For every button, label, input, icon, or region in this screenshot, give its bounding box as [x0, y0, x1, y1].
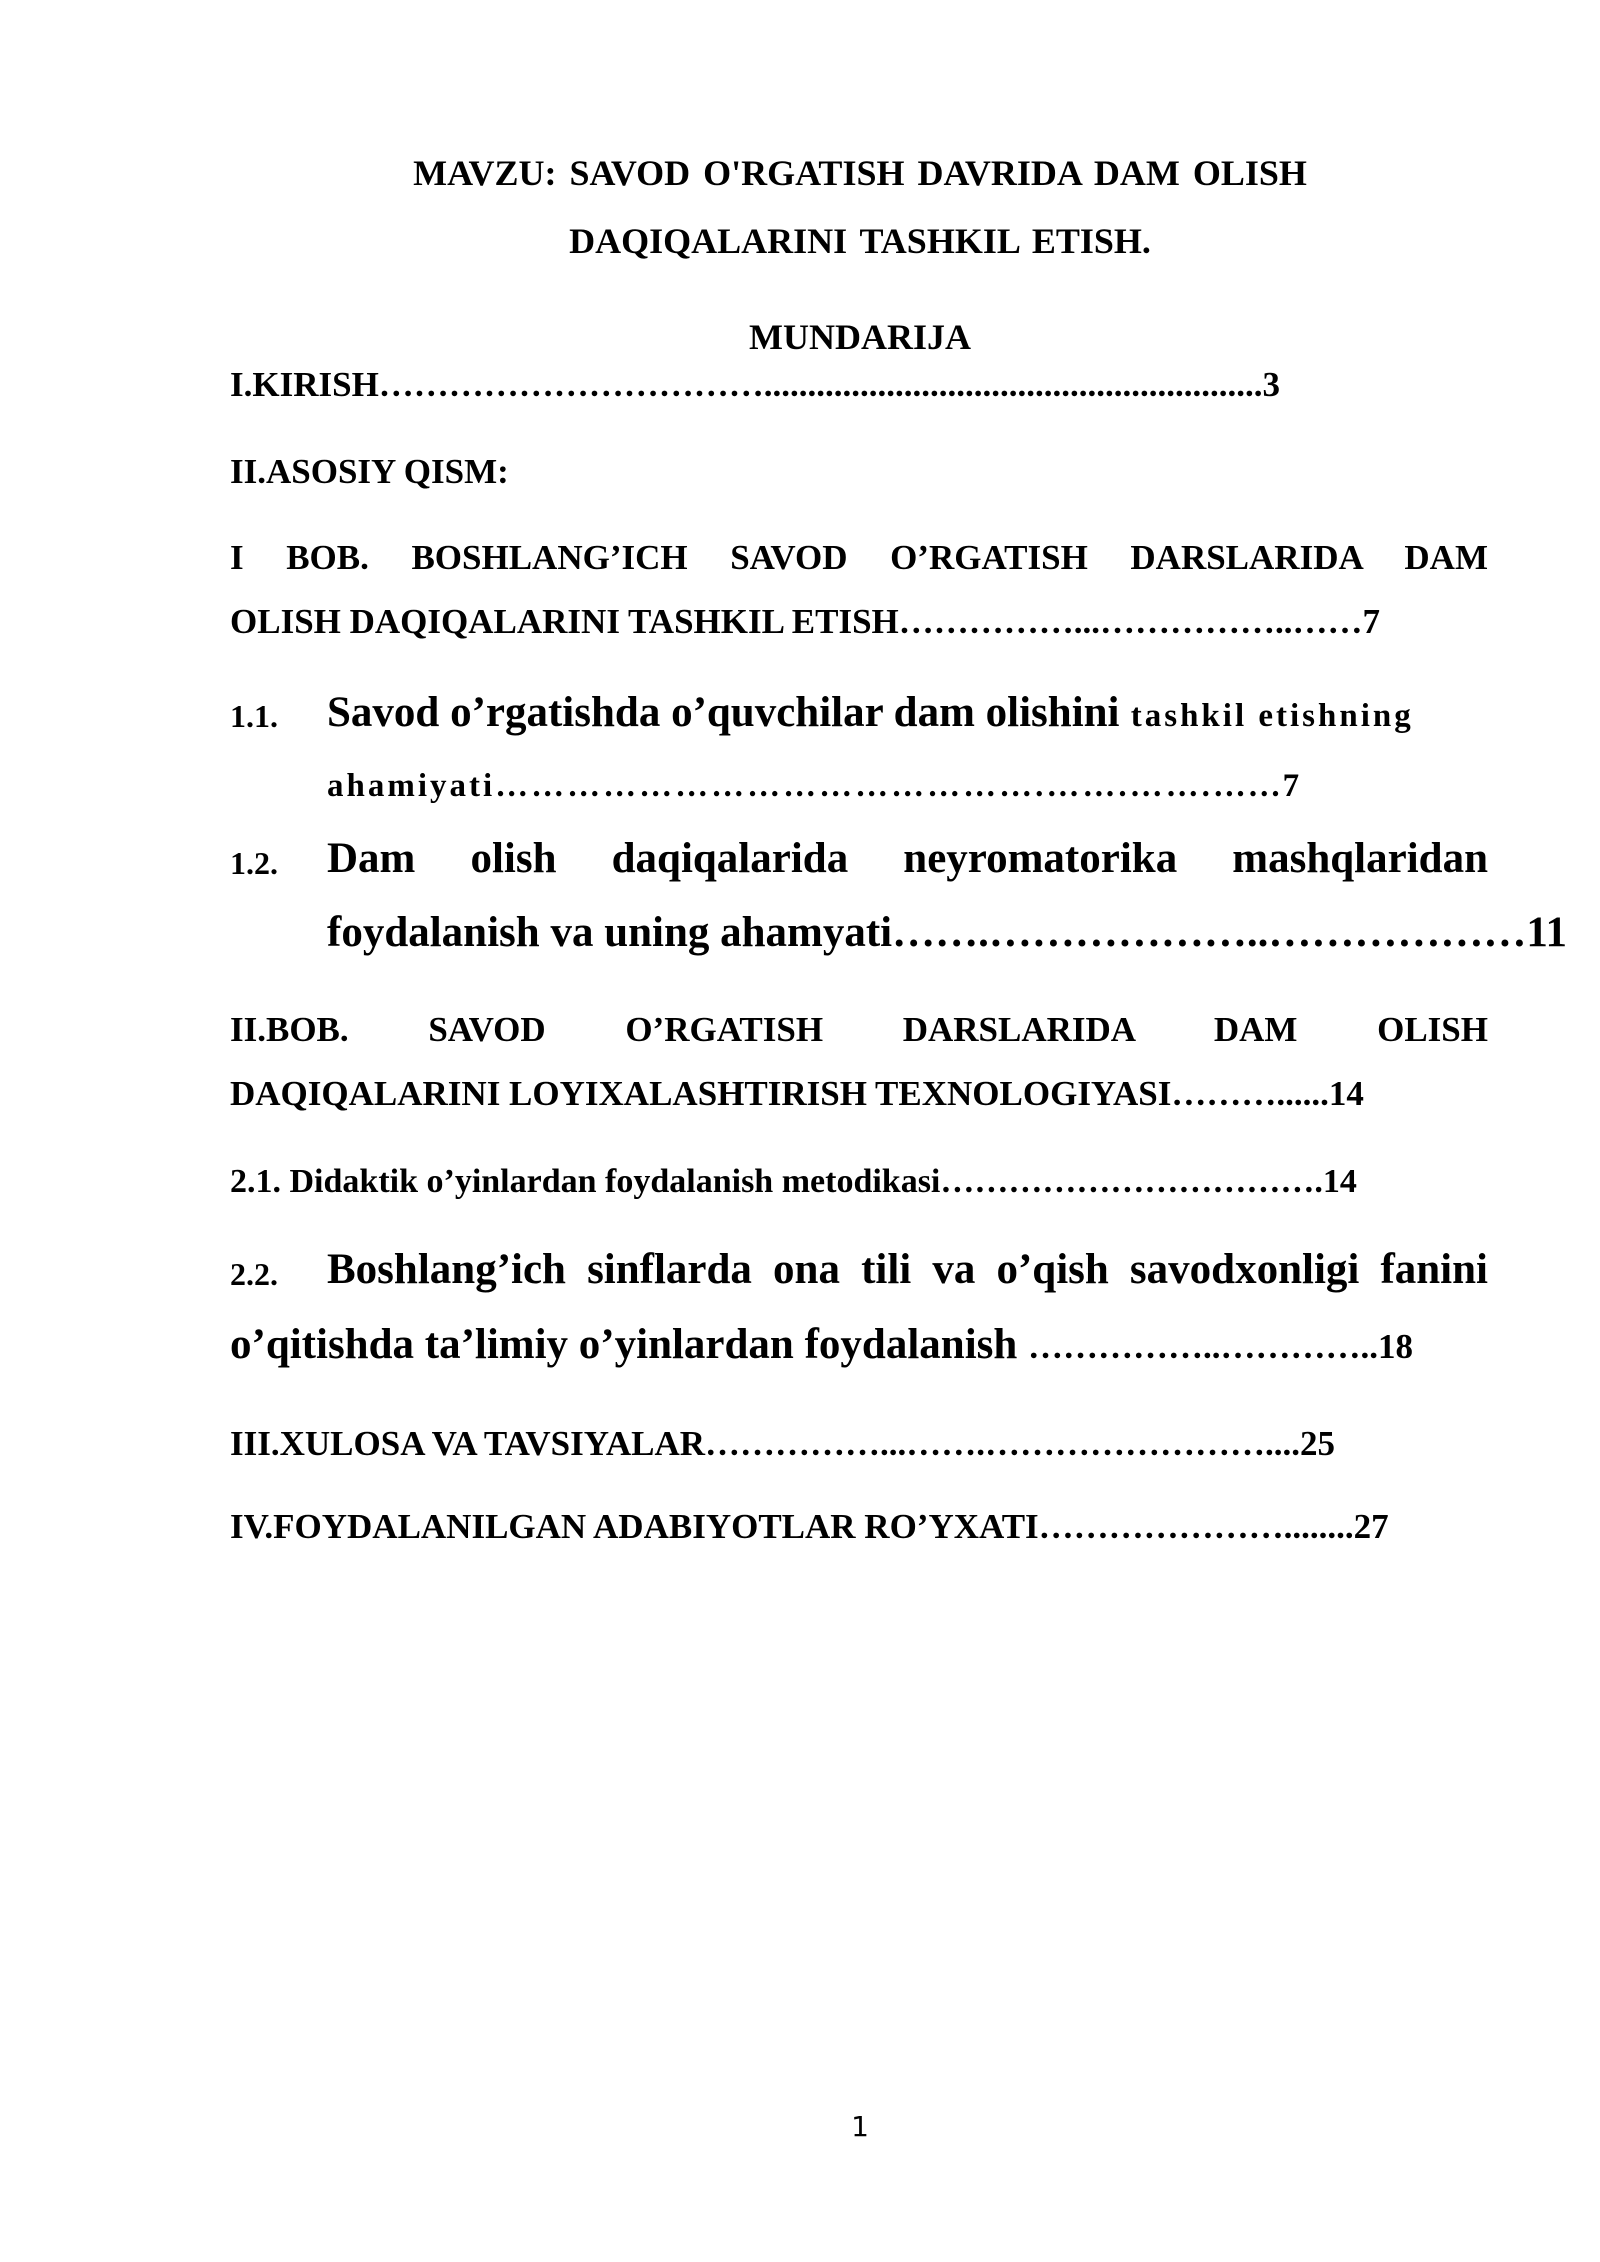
- toc-entry-section-1-1-title-cont: tashkil etishning: [1119, 698, 1414, 734]
- toc-entry-section-1-2-line2: foydalanish va uning ahamyati…….………………..………………11: [327, 909, 1568, 956]
- toc-entry-section-2-2-title-cont: o’qitishda ta’limiy o’yinlardan foydalanish: [230, 1321, 1029, 1368]
- document-title-line-2: DAQIQALARINI TASHKIL ETISH.: [569, 221, 1151, 261]
- toc-entry-bob2-line1: II.BOB. SAVOD O’RGATISH DARSLARIDA DAM OLISH: [230, 1010, 1488, 1049]
- toc-entry-bob2-line2: DAQIQALARINI LOYIXALASHTIRISH TEXNOLOGIYASI………......14: [230, 1074, 1364, 1113]
- document-title-line-1: MAVZU: SAVOD O'RGATISH DAVRIDA DAM OLISH: [413, 153, 1307, 193]
- toc-entry-section-2-2-dots: ……………..…………..18: [1028, 1327, 1414, 1366]
- toc-entry-bob1-line1: I BOB. BOSHLANG’ICH SAVOD O’RGATISH DARSLARIDA DAM: [230, 538, 1488, 577]
- toc-entry-section-2-2-line2: [230, 1320, 1488, 1369]
- toc-entry-section-1-2-line1: Dam olish daqiqalarida neyromatorika mashqlaridan: [327, 835, 1488, 882]
- toc-entry-bob1-line2: OLISH DAQIQALARINI TASHKIL ETISH……………...……………..……7: [230, 602, 1381, 641]
- toc-heading: MUNDARIJA: [749, 317, 971, 357]
- toc-entry-section-1-1-title: Savod o’rgatishda o’quvchilar dam olishini: [327, 689, 1120, 736]
- toc-entry-xulosa: III.XULOSA VA TAVSIYALAR……………...…….……………………....25: [230, 1424, 1335, 1463]
- toc-entry-section-2-1: 2.1. Didaktik o’yinlardan foydalanish metodikasi…………………………….14: [230, 1163, 1357, 1200]
- toc-section-number-1-1: 1.1.: [230, 698, 278, 734]
- toc-entry-asosiy-qism: II.ASOSIY QISM:: [230, 452, 509, 491]
- toc-entry-adabiyotlar: IV.FOYDALANILGAN ADABIYOTLAR RO’YXATI…………………........27: [230, 1507, 1389, 1546]
- toc-section-number-1-2: 1.2.: [230, 845, 278, 881]
- toc-entry-kirish: I.KIRISH…………………………….........................................................3: [230, 365, 1281, 404]
- toc-section-number-2-2: 2.2.: [230, 1256, 278, 1292]
- toc-entry-section-1-1-line1: [327, 688, 1488, 737]
- page-number: 1: [851, 2110, 869, 2143]
- toc-entry-section-2-2-line1: Boshlang’ich sinflarda ona tili va o’qish savodxonligi fanini: [327, 1246, 1488, 1293]
- toc-entry-section-1-1-line2: ahamiyati……………………………………….…….…….…...7: [327, 768, 1303, 804]
